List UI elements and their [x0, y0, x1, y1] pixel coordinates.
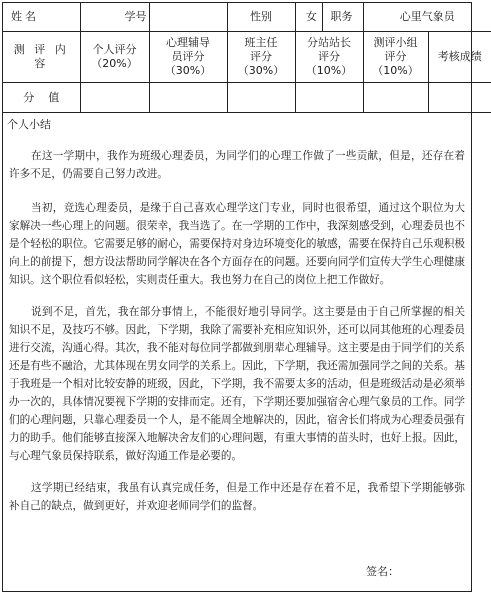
- header-line: 员评分: [171, 50, 205, 63]
- id-value-cell: [149, 3, 227, 32]
- header-line: 班主任: [244, 36, 278, 49]
- value-cell: [80, 83, 149, 113]
- station-score-header: [295, 32, 363, 83]
- summary-paragraph: 当初，竞选心理委员，是缘于自己喜欢心理学这门专业，同时也很希望，通过这个职位为大家解决一些心理上的问题。很荣幸，我当选了。在一学期的工作中，我深刻感受到，心理委员也不是个轻松的职位。它需要足够的耐心，需要保持对身边环境变化的敏感，需要在保持自己乐观积极向上的前提下，想方设法帮助同学解决在各个方面存在的问题。还要向同学们宣传大学生心理健康知识。这个职位看似轻松，实则责任重大。我也努力在自己的岗位上把工作做好。: [9, 202, 465, 286]
- gender-duty-cell: [295, 3, 363, 32]
- header-line: （10%）: [305, 64, 353, 77]
- duty-label: 职务: [330, 10, 353, 23]
- duty-value: 心里气象员: [363, 3, 491, 32]
- score-header-row: [3, 32, 491, 83]
- summary-heading: 个人小结: [7, 118, 51, 131]
- header-line: （30%）: [237, 64, 285, 77]
- info-row: [3, 3, 491, 32]
- value-cell: [428, 83, 491, 113]
- content-label: 测 评 内 容: [3, 32, 80, 83]
- value-row: [3, 83, 491, 113]
- header-line: 评分: [318, 50, 340, 63]
- header-line: 分站站长: [307, 36, 351, 49]
- gender-value: 女: [302, 3, 323, 31]
- value-cell: [227, 83, 295, 113]
- name-cell: [80, 3, 149, 32]
- header-line: （30%）: [164, 64, 212, 77]
- value-label: 分 值: [3, 83, 80, 113]
- gender-label: 性别: [227, 3, 295, 32]
- value-cell: [363, 83, 428, 113]
- evaluation-form: [2, 2, 482, 592]
- header-line: 评分: [250, 50, 272, 63]
- teacher-score-header: [227, 32, 295, 83]
- summary-paragraph: 说到不足，首先，我在部分事情上，不能很好地引导同学。这主要是由于自己所掌握的相关知识不足，及技巧不够。因此，下学期，我除了需要补充相应知识外，还可以同其他班的心理委员进行交流，沟通心得。其次，我不能对每位同学都做到朋辈心理辅导。这主要是由于同学们的关系还是有些不融洽，尤其体现在男女同学的关系上。因此，下学期，我还需加强同学之间的关系。基于我班是一个相对比较安静的班级，因此，下学期，我不需要太多的活动，但是班级活动是必须举办一次的，具体情况要视下学期的安排而定。还有，下学期还要加强宿舍心理气象员的工作。同学们的心理问题，只靠心理委员一个人，是不能周全地解决的，因此，宿舍长们将成为心理委员强有力的助手。他们能够直接深入地解决舍友们的心理问题，有重大事情的苗头时，也好上报。因此，与心理气象员保持联系，做好沟通工作是必要的。: [9, 306, 465, 462]
- name-label: 姓名: [3, 3, 80, 32]
- summary-paragraph: 这学期已经结束，我虽有认真完成任务，但是工作中还是存在着不足，我希望下学期能够弥补自己的缺点，做到更好，并欢迎老师同学们的监督。: [9, 482, 465, 512]
- self-score-header: [80, 32, 149, 83]
- header-line: （20%）: [91, 57, 138, 70]
- value-cell: [149, 83, 227, 113]
- header-line: （10%）: [372, 64, 419, 77]
- summary-section: [3, 112, 471, 515]
- id-label: 学号: [124, 10, 147, 23]
- group-score-header: [363, 32, 428, 83]
- counselor-score-header: [149, 32, 227, 83]
- value-cell: [295, 83, 363, 113]
- signature-label: 签名：: [366, 565, 399, 578]
- header-line: 评分: [384, 50, 407, 63]
- header-line: 心理辅导: [166, 36, 210, 49]
- header-line: 测评小组: [373, 36, 418, 49]
- summary-paragraph: 在这一学期中，我作为班级心理委员，为同学们的心理工作做了一些贡献，但是，还存在着许多不足，仍需要自己努力改进。: [9, 150, 465, 180]
- total-score-header: 考核成绩: [428, 32, 491, 83]
- header-line: 个人评分: [92, 43, 137, 56]
- score-table: [3, 3, 491, 113]
